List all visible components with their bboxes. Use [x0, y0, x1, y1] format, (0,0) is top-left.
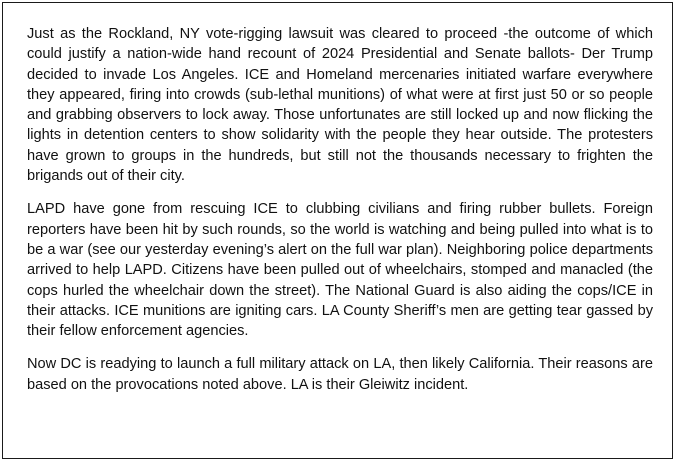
paragraph-3: Now DC is readying to launch a full military attack on LA, then likely California. Their reasons are based on the provocations noted above. LA is their Gleiwitz incident. [27, 356, 653, 393]
text-box-frame [2, 2, 673, 459]
paragraph-2: LAPD have gone from rescuing ICE to clubbing civilians and firing rubber bullets. Foreign reporters have been hit by such rounds, so the world is watching and being pulled into what is to be a war (see our yesterday evening’s alert on the full war plan). Neighboring police departments arrived to help LAPD. Citizens have been pulled out of wheelchairs, stomped and manacled (the cops hurled the wheelchair down the street). The National Guard is also aiding the cops/ICE in their attacks. ICE munitions are igniting cars. LA County Sheriff’s men are getting tear gassed by their fellow enforcement agencies. [27, 201, 653, 340]
text-body [27, 24, 653, 408]
paragraph-1: Just as the Rockland, NY vote-rigging lawsuit was cleared to proceed -the outcome of which could justify a nation-wide hand recount of 2024 Presidential and Senate ballots- Der Trump decided to invade Los Angeles. ICE and Homeland mercenaries initiated warfare everywhere they appeared, firing into crowds (sub-lethal munitions) of what were at first just 50 or so people and grabbing observers to lock away. Those unfortunates are still locked up and now flicking the lights in detention centers to show solidarity with the people they hear outside. The protesters have grown to groups in the hundreds, but still not the thousands necessary to frighten the brigands out of their city. [27, 26, 653, 185]
